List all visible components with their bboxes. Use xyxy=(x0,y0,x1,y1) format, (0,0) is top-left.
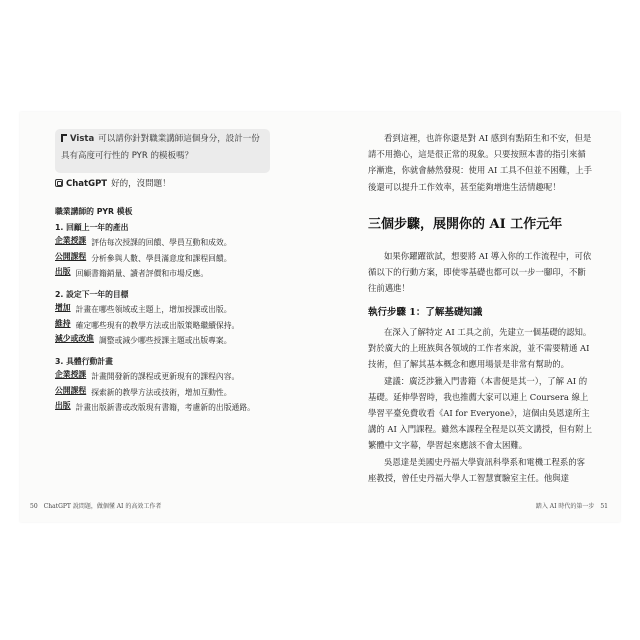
item-desc: 計畫在哪些領域或主題上，增加授課或出版。 xyxy=(75,305,232,314)
section-2 xyxy=(55,287,275,349)
item-term: 企業授課 xyxy=(55,370,87,379)
paragraph-3 xyxy=(368,324,593,486)
chatgpt-response-header xyxy=(55,178,171,190)
book-spread xyxy=(20,112,620,522)
item-desc: 探索新的教學方法或技術，增加互動性。 xyxy=(91,387,232,397)
list-item xyxy=(55,302,275,318)
vista-logo-icon xyxy=(61,134,67,142)
item-desc: 回顧書籍銷量、讀者評價和市場反應。 xyxy=(75,269,209,278)
template-content xyxy=(55,204,275,416)
chatgpt-icon xyxy=(55,179,63,187)
item-desc: 調整或減少哪些授課主題或出版專案。 xyxy=(98,336,232,345)
paragraph-text: 在深入了解特定 AI 工具之前，先建立一個基礎的認知。對於廣大的上班族與各領域的工作者來說，並不需要精通 AI 技術，但了解其基本概念和應用場景是非常有幫助的。 xyxy=(368,327,592,370)
chapter-heading: 三個步驟，展開你的 AI 工作元年 xyxy=(368,217,563,232)
list-item xyxy=(55,400,275,416)
item-term: 減少或改進 xyxy=(55,334,94,343)
item-desc: 分析參與人數、學員滿意度和課程回饋。 xyxy=(91,253,232,263)
prompt-speaker: Vista xyxy=(70,134,95,144)
item-term: 出版 xyxy=(55,401,71,410)
item-desc: 計畫開發新的課程或更新現有的課程內容。 xyxy=(91,372,240,381)
list-item xyxy=(55,369,275,385)
item-desc: 確定哪些現有的教學方法或出版策略繼續保持。 xyxy=(75,320,240,330)
list-item xyxy=(55,333,275,349)
section-title: 2. 設定下一年的目標 xyxy=(55,289,129,299)
item-desc: 評估每次授課的回饋、學員互動和成效。 xyxy=(91,238,232,247)
prompt-text: 可以請你針對職業講師這個身分，設計一份具有高度可行性的 PYR 的模板嗎？ xyxy=(61,134,260,161)
paragraph-text: 如果你躍躍欲試，想要將 AI 導入你的工作流程中，可依循以下的行動方案，即使零基礎也都可以一步一腳印，不斷往前邁進！ xyxy=(368,251,592,294)
section-title: 3. 具體行動計畫 xyxy=(55,356,113,366)
intro-paragraph xyxy=(368,130,593,195)
paragraph-text: 吳恩達是美國史丹福大學資訊科學系和電機工程系的客座教授，曾任史丹福大學人工智慧實驗室主任。他與達 xyxy=(368,456,585,483)
section-title: 1. 回顧上一年的產出 xyxy=(55,222,129,232)
right-page xyxy=(320,112,620,522)
item-desc: 計畫出版新書或改版現有書籍，考慮新的出版通路。 xyxy=(75,403,255,412)
list-item xyxy=(55,318,275,334)
list-item xyxy=(55,235,275,251)
list-item xyxy=(55,266,275,282)
response-text: 好的，沒問題！ xyxy=(111,179,171,189)
left-page xyxy=(20,112,320,522)
template-title: 職業講師的 PYR 模板 xyxy=(55,207,133,216)
response-speaker: ChatGPT xyxy=(66,179,108,189)
list-item xyxy=(55,251,275,267)
item-term: 公開課程 xyxy=(55,385,87,395)
right-page-folio: 踏入 AI 時代的第一步 51 xyxy=(535,503,608,510)
left-page-folio: 50 ChatGPT 說問題，做個懂 AI 的高效工作者 xyxy=(30,503,162,510)
item-term: 公開課程 xyxy=(55,251,87,261)
item-term: 增加 xyxy=(55,303,71,312)
user-prompt-box xyxy=(55,129,270,173)
paragraph-2 xyxy=(368,248,593,297)
item-term: 企業授課 xyxy=(55,236,87,245)
intro-text: 看到這裡，也許你還是對 AI 感到有點陌生和不安，但是請不用擔心，這是很正常的現象。只要按照本書的指引來循序漸進，你就會赫然發現：使用 AI 工具不但並不困難，上手後還可以提升工作效率，甚至能夠增進生活情趣呢！ xyxy=(368,133,593,192)
step-heading: 執行步驟 1：了解基礎知識 xyxy=(368,307,483,318)
item-term: 出版 xyxy=(55,267,71,276)
list-item xyxy=(55,385,275,401)
section-3 xyxy=(55,354,275,416)
section-1 xyxy=(55,220,275,282)
item-term: 維持 xyxy=(55,318,71,328)
paragraph-text: 建議：廣泛涉獵入門書籍（本書便是其一），了解 AI 的基礎。延伸學習時，我也推薦大家可以連上 Coursera 線上學習平臺免費收看《AI for Everyone》，這個由吳恩達所主講的 AI 入門課程。雖然本課程全程是以英文講授，但有附上繁體中文字幕，學習起來應該不會太困難。 xyxy=(368,375,593,451)
